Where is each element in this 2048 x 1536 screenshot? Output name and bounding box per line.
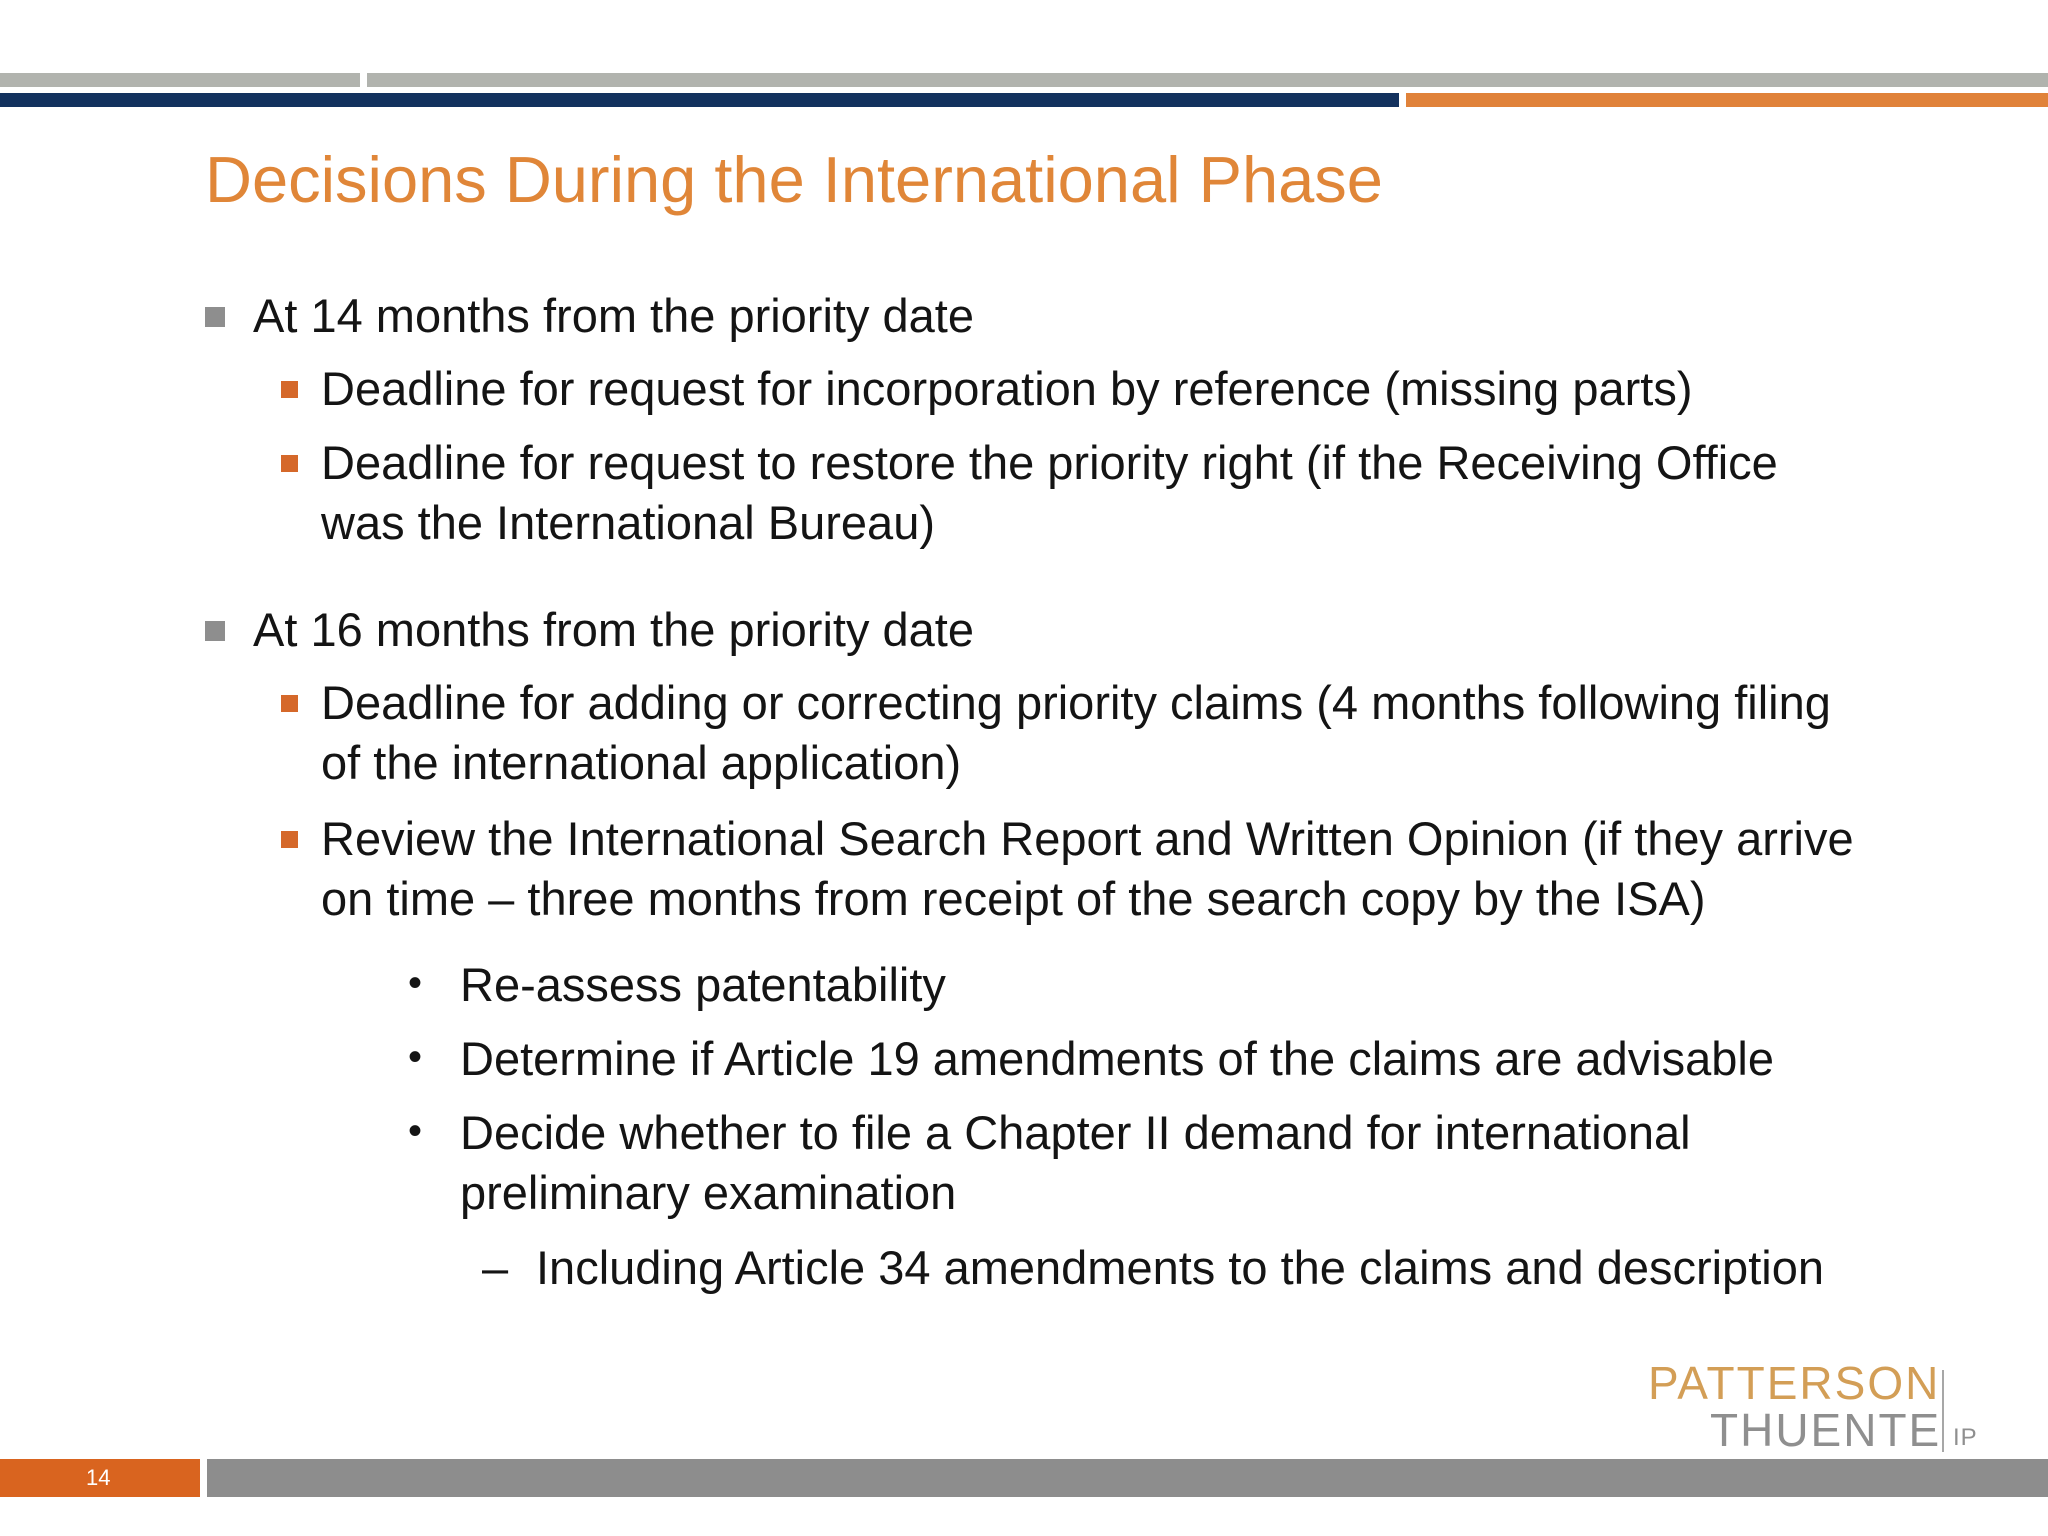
bullet-level3: Decide whether to file a Chapter II demand for international [460, 1106, 1691, 1159]
bullet-square-icon [205, 621, 225, 641]
header-bar-gray-right [367, 73, 2048, 87]
logo-text-thuente: THUENTE [1710, 1404, 1942, 1456]
logo-text-patterson: PATTERSON [1648, 1357, 1941, 1409]
page-number: 14 [86, 1465, 111, 1490]
bullet-square-icon [281, 695, 298, 712]
bullet-level2-continuation: was the International Bureau) [321, 496, 935, 549]
bullet-square-icon [281, 831, 298, 848]
logo-text-ip: IP [1953, 1424, 1978, 1451]
bullet-level1: At 16 months from the priority date [253, 603, 974, 656]
bullet-level2: Deadline for request to restore the priority right (if the Receiving Office [321, 436, 1778, 489]
bullet-square-icon [281, 455, 298, 472]
bullet-level3-continuation: preliminary examination [460, 1166, 957, 1219]
bullet-level2: Review the International Search Report and Written Opinion (if they arrive [321, 812, 1854, 865]
slide-title: Decisions During the International Phase [205, 143, 1383, 216]
bullet-level4: Including Article 34 amendments to the claims and description [536, 1241, 1824, 1294]
header-bar-navy [0, 93, 1399, 107]
bullet-level2: Deadline for request for incorporation by reference (missing parts) [321, 362, 1693, 415]
footer-bar-gray [207, 1459, 2048, 1497]
bullet-dot-icon: • [408, 1109, 423, 1153]
bullet-level2-continuation: of the international application) [321, 736, 962, 789]
header-bar-orange [1406, 93, 2048, 107]
bullet-level2: Deadline for adding or correcting priority claims (4 months following filing [321, 676, 1831, 729]
bullet-level3: Re-assess patentability [460, 958, 946, 1011]
header-bar-gray-left [0, 73, 360, 87]
bullet-level2-continuation: on time – three months from receipt of the search copy by the ISA) [321, 872, 1706, 925]
bullet-dash-icon: – [482, 1241, 509, 1294]
bullet-level1: At 14 months from the priority date [253, 289, 974, 342]
bullet-square-icon [205, 307, 225, 327]
bullet-level3: Determine if Article 19 amendments of the claims are advisable [460, 1032, 1775, 1085]
bullet-square-icon [281, 381, 298, 398]
logo-divider [1942, 1370, 1944, 1452]
bullet-dot-icon: • [408, 1035, 423, 1079]
bullet-dot-icon: • [408, 961, 423, 1005]
